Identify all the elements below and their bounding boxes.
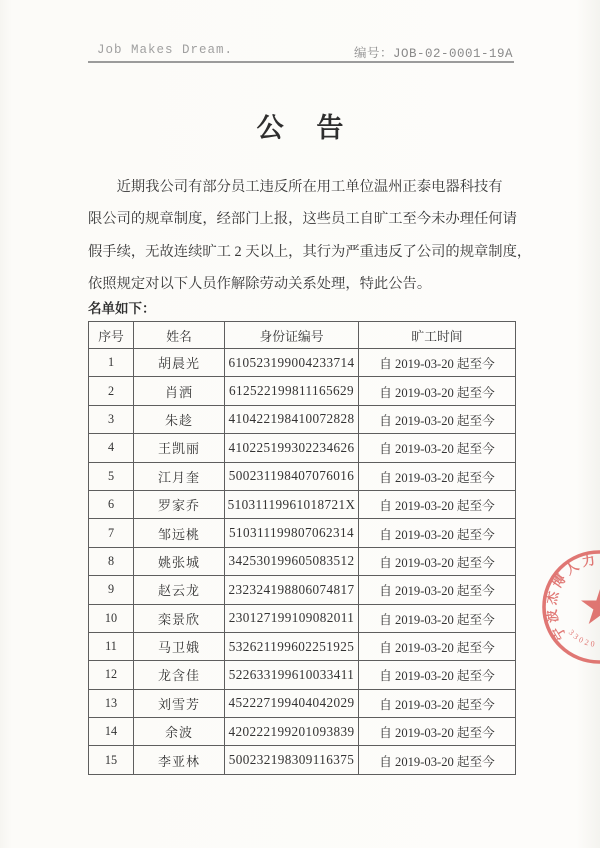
row-index: 14 xyxy=(89,718,134,746)
svg-text:33020 xyxy=(567,628,598,649)
employee-name: 罗家乔 xyxy=(134,490,225,518)
table-row xyxy=(89,377,516,405)
id-number: 230127199109082011 xyxy=(225,604,359,632)
svg-text:宁波杰博人力 xyxy=(543,551,599,642)
employee-name: 姚张城 xyxy=(134,547,225,575)
id-number: 532621199602251925 xyxy=(225,632,359,660)
absence-period: 自 2019-03-20 起至今 xyxy=(359,377,516,405)
table-row xyxy=(89,576,516,604)
row-index: 2 xyxy=(89,377,134,405)
body-line: 近期我公司有部分员工违反所在用工单位温州正泰电器科技有 xyxy=(116,179,503,195)
id-number: 420222199201093839 xyxy=(225,718,359,746)
column-header: 姓名 xyxy=(134,322,225,349)
employee-name: 马卫娥 xyxy=(134,632,225,660)
absence-period: 自 2019-03-20 起至今 xyxy=(359,490,516,518)
column-header: 旷工时间 xyxy=(359,322,516,349)
row-index: 8 xyxy=(89,547,134,575)
employee-name: 李亚林 xyxy=(134,746,225,774)
seal-ring-text: 宁波杰博人力 xyxy=(543,551,600,643)
absence-period: 自 2019-03-20 起至今 xyxy=(359,462,516,490)
id-number: 342530199605083512 xyxy=(225,547,359,575)
id-number: 500231198407076016 xyxy=(225,462,359,490)
row-index: 9 xyxy=(89,576,134,604)
header-rule xyxy=(88,61,514,63)
absence-period: 自 2019-03-20 起至今 xyxy=(359,434,516,462)
employee-name: 赵云龙 xyxy=(134,576,225,604)
table-row xyxy=(89,547,516,575)
employee-name: 朱趁 xyxy=(134,405,225,433)
employee-name: 余波 xyxy=(134,718,225,746)
id-number: 510311199807062314 xyxy=(225,519,359,547)
table-row xyxy=(89,661,516,689)
absence-period: 自 2019-03-20 起至今 xyxy=(359,604,516,632)
body-line: 依照规定对以下人员作解除劳动关系处理，特此公告。 xyxy=(88,276,432,293)
header-slogan: Job Makes Dream. xyxy=(97,43,234,57)
seal-code-text: 33020 xyxy=(566,627,598,650)
employee-name: 刘雪芳 xyxy=(134,689,225,717)
body-line: 假手续，无故连续旷工 2 天以上，其行为严重违反了公司的规章制度， xyxy=(88,243,532,260)
employee-name: 肖洒 xyxy=(134,377,225,405)
absence-period: 自 2019-03-20 起至今 xyxy=(359,632,516,660)
id-number: 610523199004233714 xyxy=(225,349,359,377)
absence-period: 自 2019-03-20 起至今 xyxy=(359,519,516,547)
row-index: 7 xyxy=(89,519,134,547)
table-row xyxy=(89,349,516,377)
row-index: 4 xyxy=(89,434,134,462)
header-doc-number: 编号：JOB-02-0001-19A xyxy=(353,47,513,61)
seal-ring xyxy=(544,552,600,662)
row-index: 1 xyxy=(89,349,134,377)
row-index: 13 xyxy=(89,689,134,717)
employee-name: 胡晨光 xyxy=(134,349,225,377)
roster-table xyxy=(88,321,516,775)
table-row xyxy=(89,434,516,462)
row-index: 10 xyxy=(89,604,134,632)
employee-name: 龙含佳 xyxy=(134,661,225,689)
absence-period: 自 2019-03-20 起至今 xyxy=(359,718,516,746)
column-header: 序号 xyxy=(89,322,134,349)
id-number: 500232198309116375 xyxy=(225,746,359,774)
row-index: 3 xyxy=(89,405,134,433)
row-index: 12 xyxy=(89,661,134,689)
table-row xyxy=(89,405,516,433)
employee-name: 江月奎 xyxy=(134,462,225,490)
seal-star-icon xyxy=(581,586,600,624)
row-index: 6 xyxy=(89,490,134,518)
row-index: 5 xyxy=(89,462,134,490)
column-header: 身份证编号 xyxy=(225,322,359,349)
body-line: 限公司的规章制度，经部门上报，这些员工自旷工至今未办理任何请 xyxy=(88,211,517,228)
absence-period: 自 2019-03-20 起至今 xyxy=(359,405,516,433)
absence-period: 自 2019-03-20 起至今 xyxy=(359,689,516,717)
table-row xyxy=(89,490,516,518)
id-number: 232324198806074817 xyxy=(225,576,359,604)
absence-period: 自 2019-03-20 起至今 xyxy=(359,576,516,604)
absence-period: 自 2019-03-20 起至今 xyxy=(359,746,516,774)
table-row xyxy=(89,604,516,632)
roster-table-body xyxy=(89,349,516,775)
id-number: 410422198410072828 xyxy=(225,405,359,433)
absence-period: 自 2019-03-20 起至今 xyxy=(359,547,516,575)
table-row xyxy=(89,689,516,717)
employee-name: 王凯丽 xyxy=(134,434,225,462)
page-title: 公 告 xyxy=(256,113,357,143)
table-row xyxy=(89,632,516,660)
table-header-row xyxy=(89,322,516,349)
table-row xyxy=(89,519,516,547)
id-number: 522633199610033411 xyxy=(225,661,359,689)
id-number: 51031119961018721X xyxy=(225,490,359,518)
table-row xyxy=(89,746,516,774)
table-row xyxy=(89,462,516,490)
absence-period: 自 2019-03-20 起至今 xyxy=(359,349,516,377)
id-number: 612522199811165629 xyxy=(225,377,359,405)
list-label: 名单如下： xyxy=(88,301,156,316)
employee-name: 邹远桃 xyxy=(134,519,225,547)
announcement-body xyxy=(88,171,532,301)
employee-name: 栾景欣 xyxy=(134,604,225,632)
row-index: 11 xyxy=(89,632,134,660)
row-index: 15 xyxy=(89,746,134,774)
absence-period: 自 2019-03-20 起至今 xyxy=(359,661,516,689)
id-number: 452227199404042029 xyxy=(225,689,359,717)
table-row xyxy=(89,718,516,746)
id-number: 410225199302234626 xyxy=(225,434,359,462)
